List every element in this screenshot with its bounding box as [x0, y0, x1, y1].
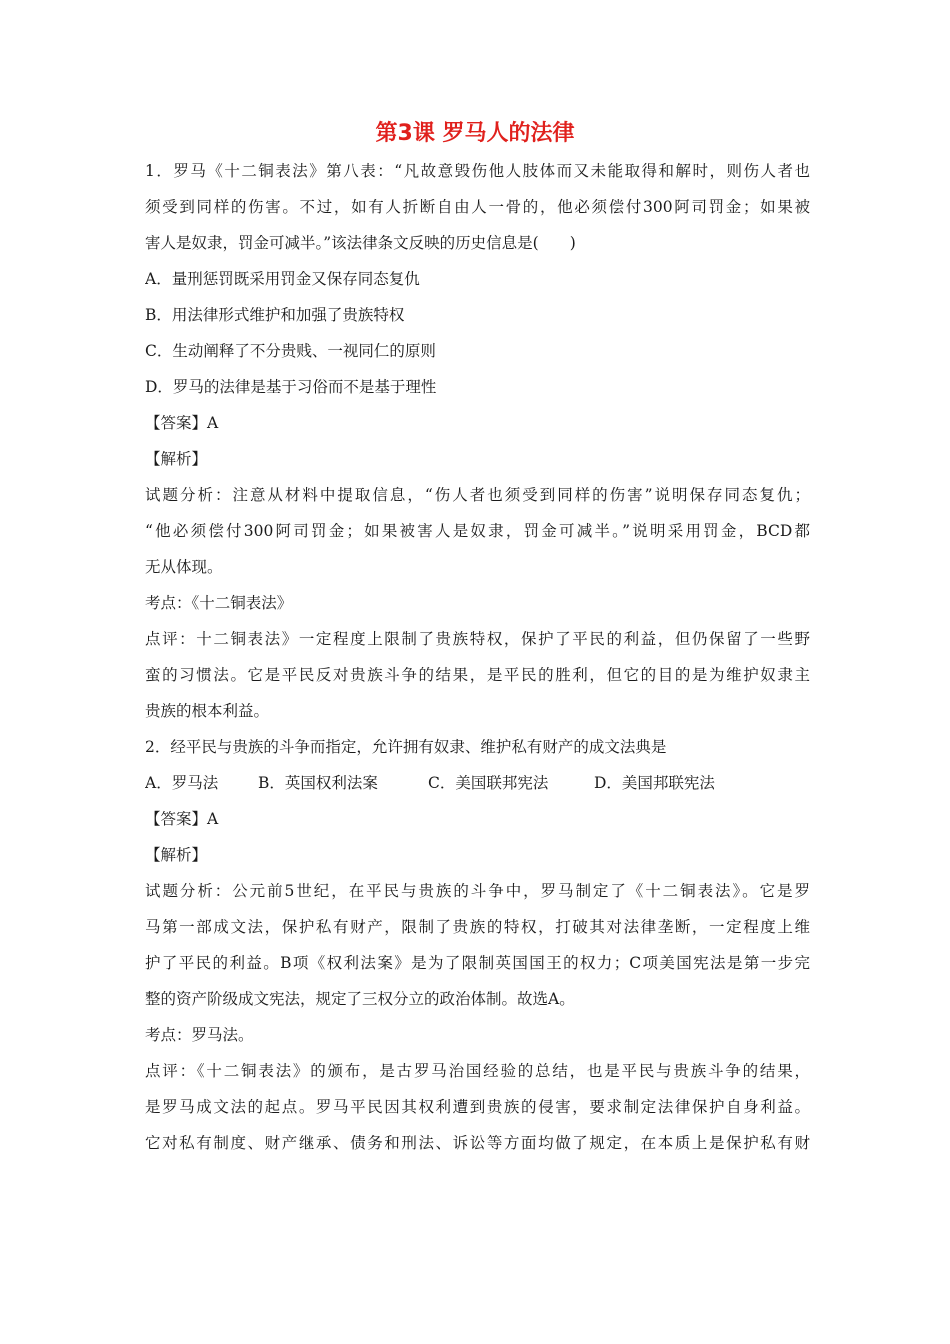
- q1-analysis-line: 无从体现。: [145, 558, 223, 576]
- q2-analysis-line: 整的资产阶级成文宪法，规定了三权分立的政治体制。故选A。: [145, 990, 575, 1008]
- q2-option-d: D．美国邦联宪法: [594, 774, 715, 792]
- q2-option-c: C．美国联邦宪法: [428, 774, 549, 792]
- q1-option-c: C．生动阐释了不分贵贱、一视同仁的原则: [145, 342, 436, 360]
- q1-option-d: D．罗马的法律是基于习俗而不是基于理性: [145, 378, 437, 396]
- q1-answer: 【答案】A: [145, 414, 219, 432]
- q1-dianping-line: 贵族的根本利益。: [145, 702, 270, 720]
- page-title: 第3课 罗马人的法律: [375, 121, 575, 146]
- q2-kaodian: 考点：罗马法。: [145, 1026, 254, 1044]
- q1-dianping-line: 点评：十二铜表法》一定程度上限制了贵族特权，保护了平民的利益，但仍保留了一些野: [145, 630, 810, 648]
- q1-option-b: B．用法律形式维护和加强了贵族特权: [145, 306, 405, 324]
- q2-answer: 【答案】A: [145, 810, 219, 828]
- q1-option-a: A．量刑惩罚既采用罚金又保存同态复仇: [145, 270, 420, 288]
- q1-stem-line: 害人是奴隶，罚金可减半。”该法律条文反映的历史信息是( ): [145, 234, 576, 252]
- q2-option-a: A．罗马法: [145, 774, 219, 792]
- q2-analysis-line: 护了平民的利益。B项《权利法案》是为了限制英国国王的权力；C项美国宪法是第一步完: [145, 954, 810, 972]
- document-body: [145, 153, 810, 1161]
- q1-stem-line: 1．罗马《十二铜表法》第八表：“凡故意毁伤他人肢体而又未能取得和解时，则伤人者也: [145, 162, 810, 180]
- q2-option-b: B．英国权利法案: [258, 774, 378, 792]
- q2-stem: 2．经平民与贵族的斗争而指定，允许拥有奴隶、维护私有财产的成文法典是: [145, 738, 667, 756]
- q1-analysis-line: 试题分析：注意从材料中提取信息，“伤人者也须受到同样的伤害”说明保存同态复仇；: [145, 486, 810, 504]
- q1-dianping-line: 蛮的习惯法。它是平民反对贵族斗争的结果，是平民的胜利，但它的目的是为维护奴隶主: [145, 666, 810, 684]
- q2-dianping-line: 它对私有制度、财产继承、债务和刑法、诉讼等方面均做了规定，在本质上是保护私有财: [145, 1134, 810, 1152]
- q2-dianping-line: 点评：《十二铜表法》的颁布，是古罗马治国经验的总结，也是平民与贵族斗争的结果，: [145, 1062, 810, 1080]
- q1-stem-line: 须受到同样的伤害。不过，如有人折断自由人一骨的，他必须偿付300阿司罚金；如果被: [145, 198, 810, 216]
- q2-dianping-line: 是罗马成文法的起点。罗马平民因其权利遭到贵族的侵害，要求制定法律保护自身利益。: [145, 1098, 810, 1116]
- q1-analysis-line: “他必须偿付300阿司罚金；如果被害人是奴隶，罚金可减半。”说明采用罚金，BCD都: [145, 522, 810, 540]
- q1-kaodian: 考点：《十二铜表法》: [145, 594, 293, 612]
- q2-analysis-line: 试题分析：公元前5世纪，在平民与贵族的斗争中，罗马制定了《十二铜表法》。它是罗: [145, 882, 810, 900]
- q2-options: [145, 765, 810, 801]
- q2-analysis-line: 马第一部成文法，保护私有财产，限制了贵族的特权，打破其对法律垄断，一定程度上维: [145, 918, 810, 936]
- q2-analysis-label: 【解析】: [145, 846, 208, 864]
- q1-analysis-label: 【解析】: [145, 450, 208, 468]
